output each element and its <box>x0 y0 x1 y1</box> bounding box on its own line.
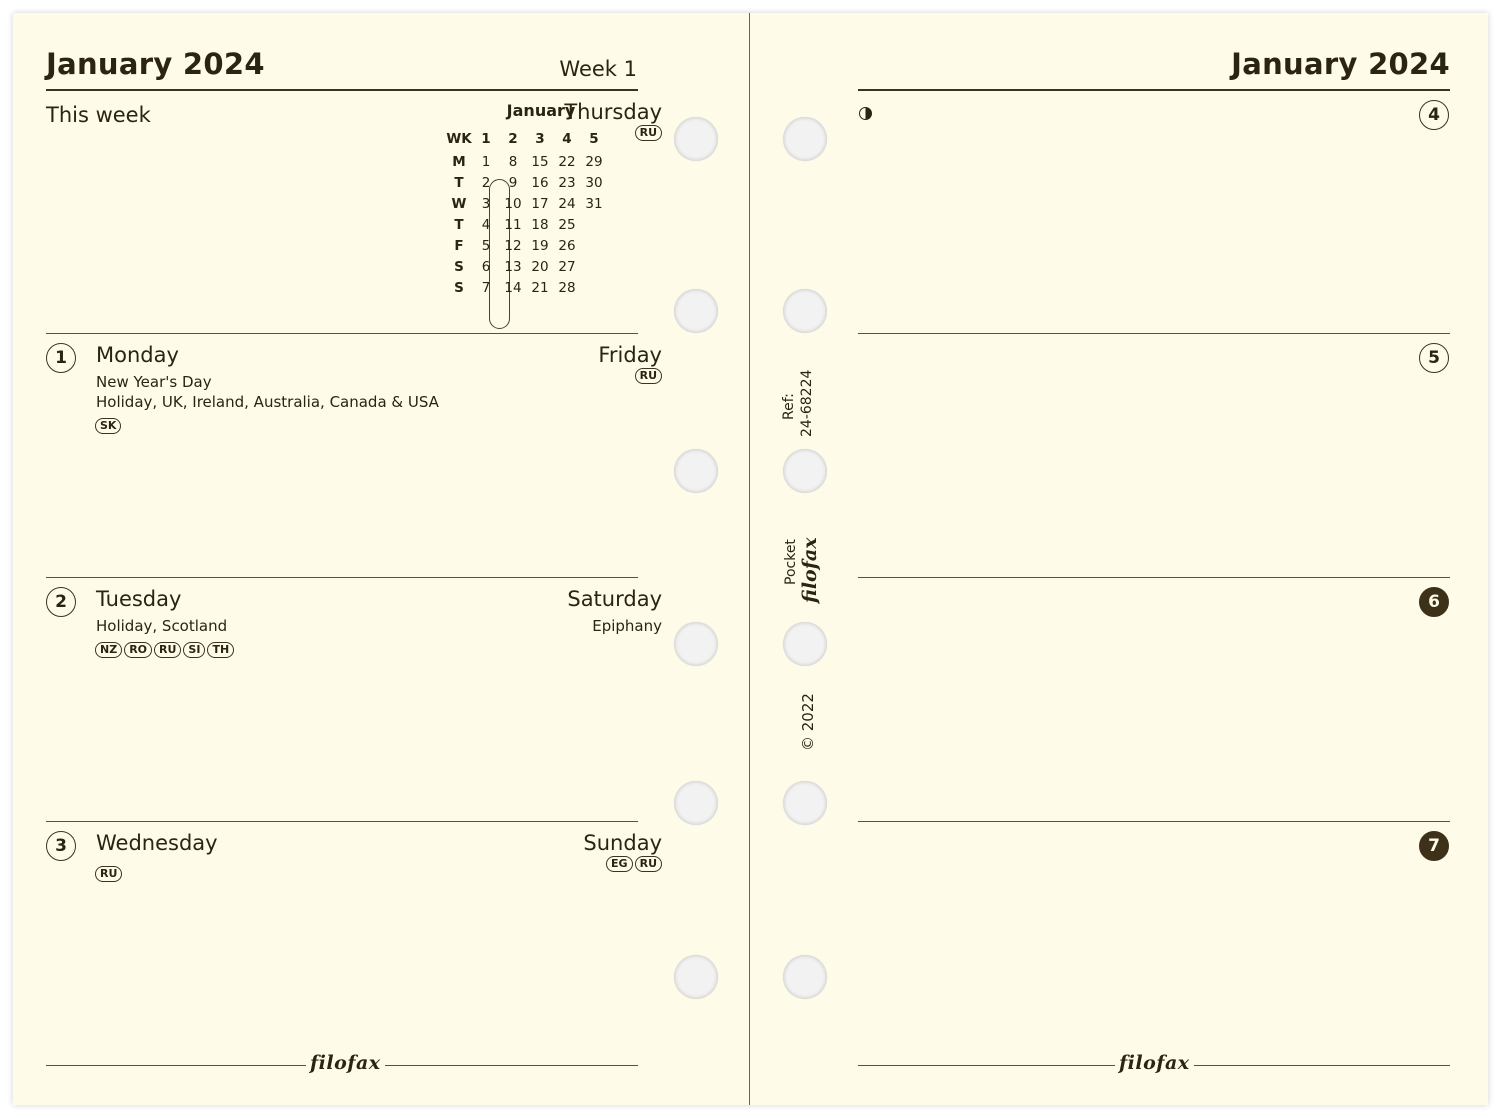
ref-label: Ref: <box>781 393 797 420</box>
day-number: 2 <box>46 587 76 617</box>
country-tags <box>95 866 122 882</box>
mini-week-number: 5 <box>589 131 599 147</box>
this-week-label: This week <box>46 103 151 127</box>
mini-day-letter: W <box>451 196 467 212</box>
country-tags <box>606 856 662 872</box>
day-number: 6 <box>1419 587 1449 617</box>
day-number: 3 <box>46 831 76 861</box>
mini-date: 26 <box>558 238 576 254</box>
day-name: Saturday <box>567 587 662 611</box>
mini-date: 29 <box>585 154 603 170</box>
country-tag: EG <box>606 856 633 872</box>
mini-week-number: 3 <box>535 131 545 147</box>
binder-hole <box>674 781 718 825</box>
mini-date: 6 <box>481 259 491 275</box>
mini-day-letter: S <box>454 280 464 296</box>
day-note: Holiday, Scotland <box>96 617 228 635</box>
day-name: Thursday <box>564 100 662 124</box>
mini-week-number: 4 <box>562 131 572 147</box>
binder-hole <box>783 289 827 333</box>
mini-date: 28 <box>558 280 576 296</box>
mini-date: 16 <box>531 175 549 191</box>
country-tags <box>635 368 662 384</box>
country-tag: TH <box>207 642 234 658</box>
mini-week-number: 2 <box>508 131 518 147</box>
mini-date: 18 <box>531 217 549 233</box>
binder-hole <box>783 622 827 666</box>
filofax-logo: filofax <box>1115 1052 1194 1074</box>
mini-date: 8 <box>508 154 518 170</box>
mini-date: 2 <box>481 175 491 191</box>
mini-date: 19 <box>531 238 549 254</box>
country-tag: SI <box>183 642 205 658</box>
mini-date: 22 <box>558 154 576 170</box>
right-page-title: January 2024 <box>1231 47 1450 81</box>
mini-date: 11 <box>504 217 522 233</box>
half-moon-icon <box>859 107 872 120</box>
day-note: New Year's Day <box>96 373 212 391</box>
day-divider <box>858 821 1450 822</box>
binder-hole <box>674 622 718 666</box>
day-note: Epiphany <box>592 617 662 635</box>
day-name: Wednesday <box>96 831 218 855</box>
week-label: Week 1 <box>559 57 637 81</box>
country-tag: RU <box>154 642 181 658</box>
day-name: Friday <box>598 343 662 367</box>
mini-day-letter: T <box>454 217 464 233</box>
day-divider <box>858 577 1450 578</box>
header-rule <box>858 89 1450 91</box>
binder-hole <box>783 117 827 161</box>
binder-hole <box>674 289 718 333</box>
mini-date: 15 <box>531 154 549 170</box>
mini-date: 23 <box>558 175 576 191</box>
country-tag: RU <box>95 866 122 882</box>
day-divider <box>46 333 638 334</box>
country-tag: NZ <box>95 642 122 658</box>
day-number: 5 <box>1419 343 1449 373</box>
mini-date: 27 <box>558 259 576 275</box>
binder-hole <box>783 449 827 493</box>
country-tag: RU <box>635 125 662 141</box>
left-page <box>13 13 749 1105</box>
country-tags <box>635 125 662 141</box>
day-divider <box>46 577 638 578</box>
binder-hole <box>783 955 827 999</box>
day-name: Monday <box>96 343 179 367</box>
mini-date: 1 <box>481 154 491 170</box>
mini-day-letter: S <box>454 259 464 275</box>
mini-date: 25 <box>558 217 576 233</box>
mini-date: 30 <box>585 175 603 191</box>
mini-week-number: 1 <box>481 131 491 147</box>
mini-date: 13 <box>504 259 522 275</box>
day-note: Holiday, UK, Ireland, Australia, Canada & USA <box>96 393 439 411</box>
mini-day-letter: T <box>454 175 464 191</box>
mini-day-letter: M <box>452 154 466 170</box>
day-number: 4 <box>1419 100 1449 130</box>
country-tags <box>95 418 121 434</box>
country-tag: RU <box>635 856 662 872</box>
day-name: Tuesday <box>96 587 182 611</box>
mini-wk-header: WK <box>446 131 472 147</box>
mini-date: 24 <box>558 196 576 212</box>
ref-code: 24-68224 <box>799 369 815 437</box>
mini-date: 17 <box>531 196 549 212</box>
mini-date: 9 <box>508 175 518 191</box>
mini-day-letter: F <box>454 238 464 254</box>
day-number: 1 <box>46 343 76 373</box>
mini-date: 31 <box>585 196 603 212</box>
day-name: Sunday <box>583 831 662 855</box>
binder-hole <box>674 117 718 161</box>
mini-date: 4 <box>481 217 491 233</box>
mini-calendar-month: January <box>506 101 576 120</box>
mini-date: 10 <box>504 196 522 212</box>
mini-date: 3 <box>481 196 491 212</box>
day-divider <box>46 821 638 822</box>
diary-spread <box>13 13 1488 1105</box>
filofax-logo: filofax <box>306 1052 385 1074</box>
mini-date: 20 <box>531 259 549 275</box>
mini-date: 14 <box>504 280 522 296</box>
spine-filofax-logo: filofax <box>799 537 821 603</box>
mini-date: 12 <box>504 238 522 254</box>
mini-date: 21 <box>531 280 549 296</box>
mini-date: 5 <box>481 238 491 254</box>
header-rule <box>46 89 638 91</box>
country-tag: RO <box>124 642 152 658</box>
day-number: 7 <box>1419 831 1449 861</box>
country-tags <box>95 642 234 658</box>
binder-hole <box>674 955 718 999</box>
country-tag: RU <box>635 368 662 384</box>
mini-date: 7 <box>481 280 491 296</box>
country-tag: SK <box>95 418 121 434</box>
binder-hole <box>783 781 827 825</box>
binder-hole <box>674 449 718 493</box>
pocket-label: Pocket <box>783 539 799 585</box>
day-divider <box>858 333 1450 334</box>
left-page-title: January 2024 <box>46 47 265 81</box>
copyright-text: © 2022 <box>799 693 817 751</box>
